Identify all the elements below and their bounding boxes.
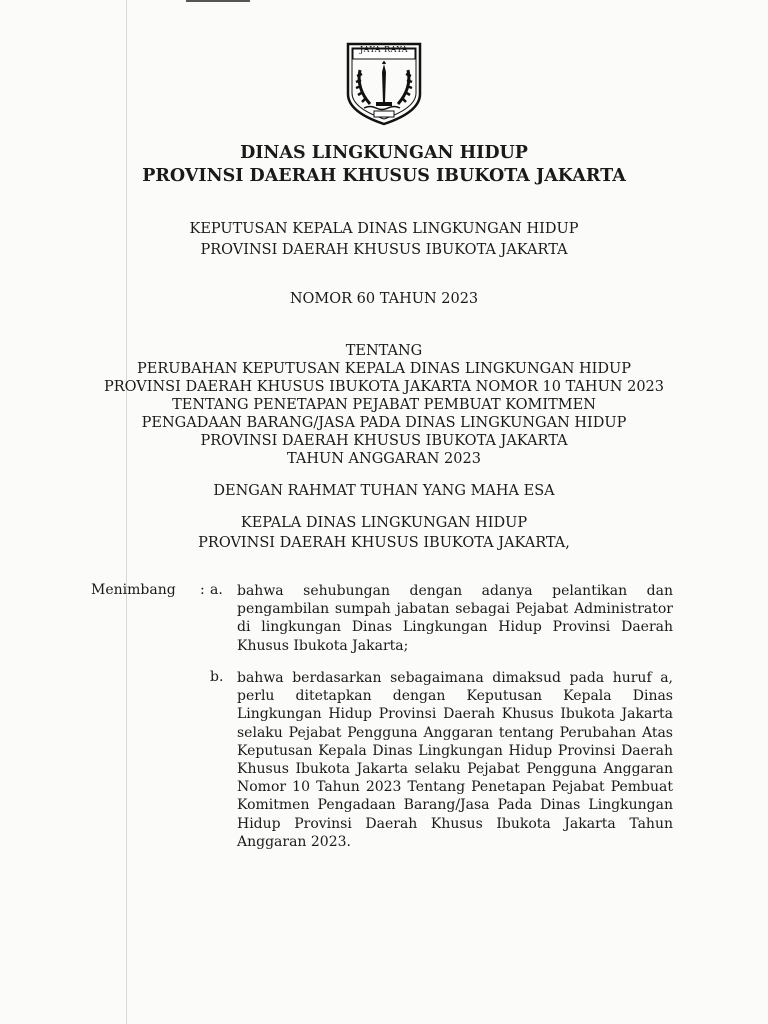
decree-subject-line: PROVINSI DAERAH KHUSUS IBUKOTA JAKARTA NOMOR 10 TAHUN 2023 (103, 379, 664, 395)
jakarta-coat-of-arms-icon (340, 42, 428, 126)
decree-subject-line: PROVINSI DAERAH KHUSUS IBUKOTA JAKARTA (200, 433, 568, 449)
considerations-colon: : (200, 582, 205, 598)
decree-subject (0, 342, 768, 468)
decree-subject-line: TAHUN ANGGARAN 2023 (287, 451, 481, 467)
blessing-line: DENGAN RAHMAT TUHAN YANG MAHA ESA (213, 483, 555, 499)
emblem-motto: JAYA RAYA (359, 45, 409, 54)
decree-subject-line: PERUBAHAN KEPUTUSAN KEPALA DINAS LINGKUNGAN HIDUP (136, 361, 631, 377)
decree-subject-line: TENTANG (345, 343, 423, 359)
agency-province: PROVINSI DAERAH KHUSUS IBUKOTA JAKARTA (142, 166, 626, 186)
decree-subject-line: TENTANG PENETAPAN PEJABAT PEMBUAT KOMITMEN (172, 397, 596, 413)
decree-title (0, 219, 768, 261)
consideration-b: bahwa berdasarkan sebagaimana dimaksud pada huruf a, perlu ditetapkan dengan Keputusan Kepala Dinas Lingkungan Hidup Provinsi Daerah Khusus Ibukota Jakarta selaku Pejabat Pengguna Anggaran tentang Perubahan Atas Keputusan Kepala Dinas Lingkungan Hidup Provinsi Daerah Khusus Ibukota Jakarta selaku Pejabat Pengguna Anggaran Nomor 10 Tahun 2023 Tentang Penetapan Pejabat Pembuat Komitmen Pengadaan Barang/Jasa Pada Dinas Lingkungan Hidup Provinsi Daerah Khusus Ibukota Jakarta Tahun Anggaran 2023. (237, 670, 673, 850)
agency-name: DINAS LINGKUNGAN HIDUP (240, 143, 528, 163)
decree-title-line: PROVINSI DAERAH KHUSUS IBUKOTA JAKARTA (200, 242, 568, 258)
decree-title-line: KEPUTUSAN KEPALA DINAS LINGKUNGAN HIDUP (189, 221, 579, 237)
official-title-line: PROVINSI DAERAH KHUSUS IBUKOTA JAKARTA, (198, 535, 570, 551)
considerations-label: Menimbang (91, 582, 176, 598)
decree-subject-line: PENGADAAN BARANG/JASA PADA DINAS LINGKUNGAN HIDUP (141, 415, 627, 431)
agency-heading (0, 142, 768, 188)
consideration-a: bahwa sehubungan dengan adanya pelantikan dan pengambilan sumpah jabatan sebagai Pejabat Administrator di lingkungan Dinas Lingkungan Hidup Provinsi Daerah Khusus Ibukota Jakarta; (237, 583, 673, 654)
official-title (0, 513, 768, 553)
scan-mark (186, 0, 250, 2)
item-marker: a. (210, 582, 223, 598)
official-title-line: KEPALA DINAS LINGKUNGAN HIDUP (240, 515, 528, 531)
item-marker: b. (210, 669, 224, 685)
decree-number: NOMOR 60 TAHUN 2023 (289, 291, 479, 307)
